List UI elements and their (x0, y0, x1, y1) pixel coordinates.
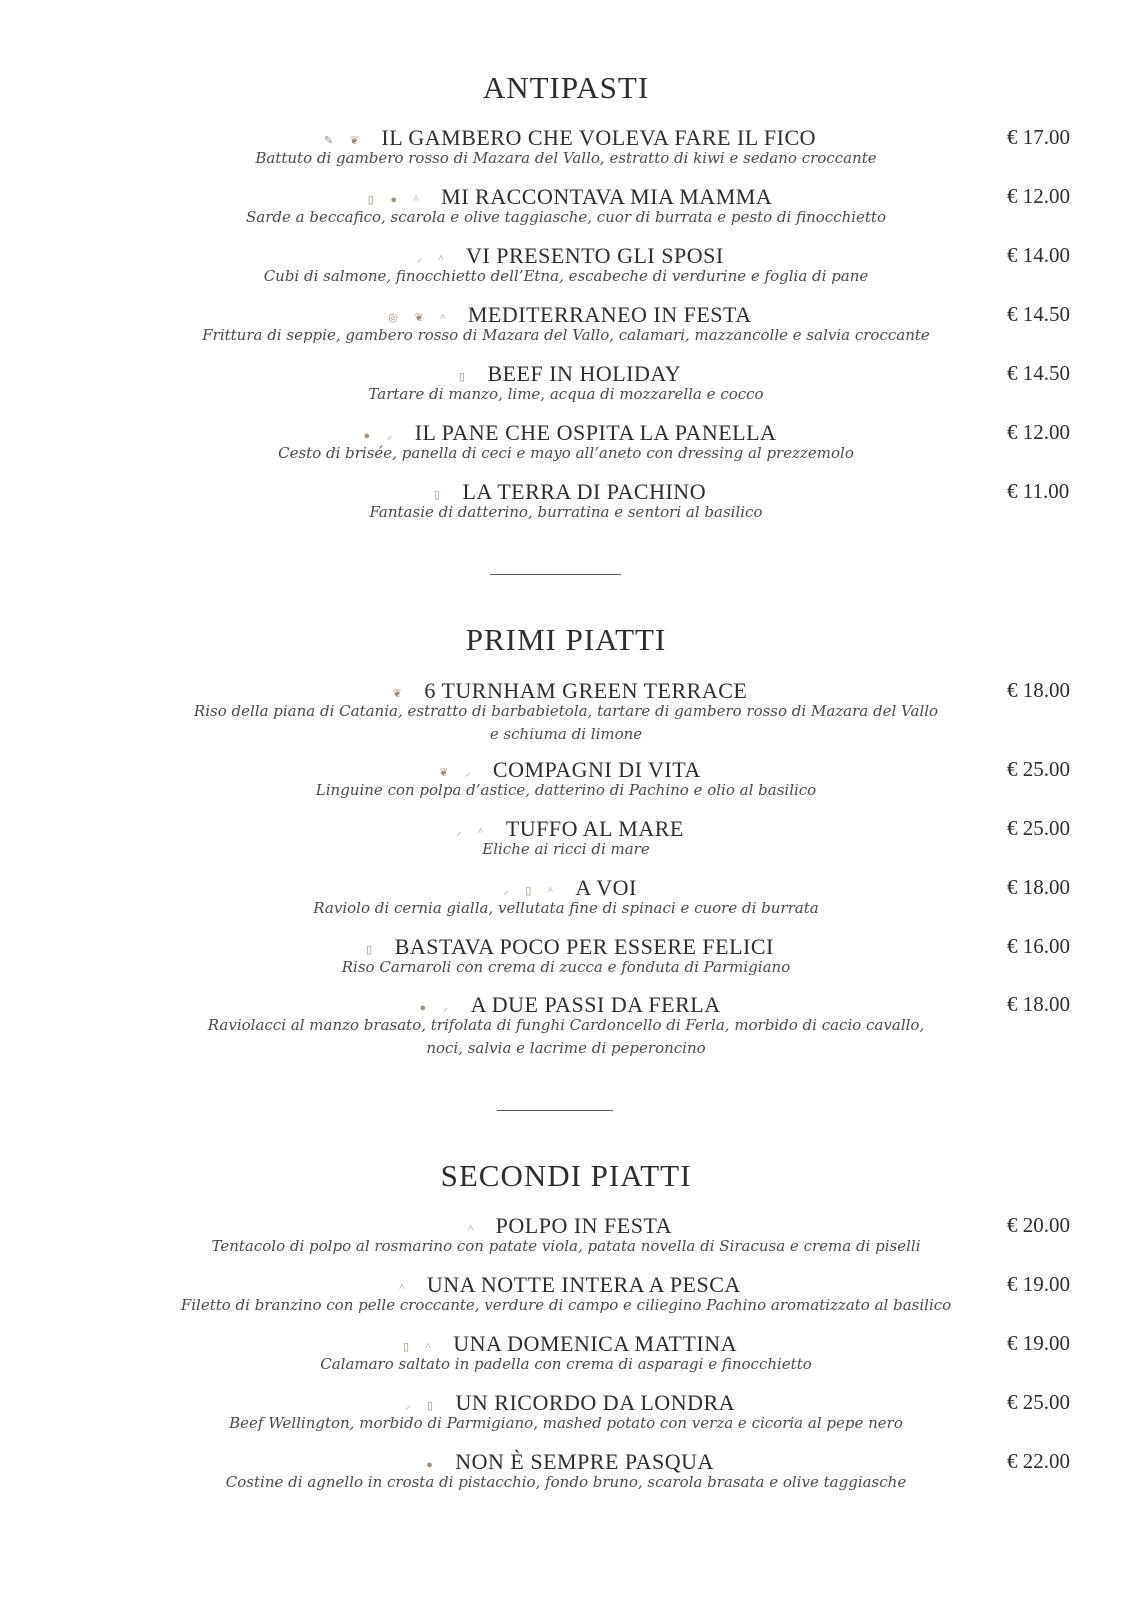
dish-description (0, 779, 1132, 802)
description-line: Battuto di gambero rosso di Mazara del Vallo, estratto di kiwi e sedano croccante (255, 149, 877, 167)
description-line: Riso Carnaroli con crema di zucca e fonduta di Parmigiano (341, 958, 791, 976)
dish-price: € 25.00 (1007, 1390, 1070, 1414)
dish-price: € 22.00 (1007, 1449, 1070, 1473)
dish-description (0, 1235, 1132, 1258)
gluten-icon: ⸝ (442, 1002, 449, 1014)
dish-price: € 17.00 (1007, 125, 1070, 149)
dish-price: € 18.00 (1007, 875, 1070, 899)
dish-name: NON È SEMPRE PASQUA (455, 1449, 714, 1474)
nut-icon: ● (419, 1002, 427, 1014)
shrimp-icon: ❦ (414, 312, 425, 324)
dish-name: POLPO IN FESTA (495, 1213, 673, 1238)
description-line: Tartare di manzo, lime, acqua di mozzarella e cocco (368, 385, 764, 403)
dish-name: MI RACCONTAVA MIA MAMMA (441, 184, 773, 209)
dish-name: 6 TURNHAM GREEN TERRACE (424, 678, 748, 703)
description-line: e schiuma di limone (489, 725, 643, 743)
section-divider (490, 574, 621, 575)
dish-description (0, 383, 1132, 406)
dish-name: BEEF IN HOLIDAY (487, 361, 682, 386)
dish-price: € 20.00 (1007, 1213, 1070, 1237)
dish-price: € 16.00 (1007, 934, 1070, 958)
fish-icon: ^ (399, 1282, 405, 1294)
section-title: SECONDI PIATTI (440, 1158, 692, 1193)
nut-icon: ● (426, 1459, 434, 1471)
dish-price: € 14.50 (1007, 361, 1070, 385)
section-divider (497, 1110, 613, 1111)
milk-icon: ▯ (458, 371, 466, 383)
dish-price: € 12.00 (1007, 420, 1070, 444)
description-line: Filetto di branzino con pelle croccante, verdure di campo e ciliegino Pachino aromatizzato al basilico (180, 1296, 952, 1314)
dish-description (0, 1294, 1132, 1317)
dish-price: € 19.00 (1007, 1331, 1070, 1355)
dish-description (0, 1014, 1132, 1060)
dish-name: COMPAGNI DI VITA (492, 757, 701, 782)
description-line: Linguine con polpa d’astice, datterino di Pachino e olio al basilico (315, 781, 817, 799)
dish-description (0, 442, 1132, 465)
description-line: Cubi di salmone, finocchietto dell’Etna, escabeche di verdurine e foglia di pane (263, 267, 869, 285)
description-line: Costine di agnello in crosta di pistacchio, fondo bruno, scarola brasata e olive taggiasche (225, 1473, 907, 1491)
dish-price: € 18.00 (1007, 678, 1070, 702)
dish-description (0, 897, 1132, 920)
description-line: Sarde a beccafico, scarola e olive taggiasche, cuor di burrata e pesto di finocchietto (246, 208, 886, 226)
dish-description (0, 1353, 1132, 1376)
description-line: Calamaro saltato in padella con crema di asparagi e finocchietto (320, 1355, 812, 1373)
milk-icon: ▯ (525, 885, 532, 897)
gluten-icon: ⸝ (503, 885, 510, 897)
dish-description (0, 956, 1132, 979)
description-line: Tentacolo di polpo al rosmarino con patate viola, patata novella di Siracusa e crema di piselli (211, 1237, 921, 1255)
mustard-icon: ✎ (323, 135, 334, 147)
dish-name: BASTAVA POCO PER ESSERE FELICI (394, 934, 774, 959)
fish-icon: ^ (438, 253, 445, 265)
dish-price: € 19.00 (1007, 1272, 1070, 1296)
drop-icon: ● (363, 430, 371, 442)
dish-name: TUFFO AL MARE (505, 816, 684, 841)
milk-icon: ▯ (402, 1341, 410, 1353)
dish-price: € 11.00 (1007, 479, 1070, 503)
gluten-icon: ⸝ (404, 1400, 411, 1412)
dish-description (0, 147, 1132, 170)
dish-name: IL PANE CHE OSPITA LA PANELLA (414, 420, 777, 445)
description-line: Cesto di brisée, panella di ceci e mayo all’aneto con dressing al prezzemolo (278, 444, 854, 462)
fish-icon: ^ (413, 194, 420, 206)
dish-price: € 12.00 (1007, 184, 1070, 208)
milk-icon: ▯ (367, 194, 375, 206)
description-line: noci, salvia e lacrime di peperoncino (426, 1039, 706, 1057)
section-title: PRIMI PIATTI (465, 622, 667, 657)
dish-name: A DUE PASSI DA FERLA (470, 992, 721, 1017)
shrimp-icon: ❦ (439, 767, 449, 779)
description-line: Beef Wellington, morbido di Parmigiano, mashed potato con verza e cicoria al pepe nero (229, 1414, 903, 1432)
dish-description (0, 1471, 1132, 1494)
description-line: Raviolo di cernia gialla, vellutata fine di spinaci e cuore di burrata (313, 899, 819, 917)
section-title: ANTIPASTI (482, 70, 650, 105)
dish-name: MEDITERRANEO IN FESTA (467, 302, 752, 327)
milk-icon: ▯ (426, 1400, 434, 1412)
dish-description (0, 1412, 1132, 1435)
dish-price: € 14.00 (1007, 243, 1070, 267)
mollusc-icon: ◎ (388, 312, 399, 324)
dish-price: € 25.00 (1007, 757, 1070, 781)
milk-icon: ▯ (366, 944, 373, 956)
dish-description (0, 838, 1132, 861)
milk-icon: ▯ (433, 489, 441, 501)
shrimp-icon: ❦ (349, 135, 360, 147)
dish-price: € 14.50 (1007, 302, 1070, 326)
description-line: Raviolacci al manzo brasato, trifolata di funghi Cardoncello di Ferla, morbido di cacio cavallo, (207, 1016, 925, 1034)
gluten-icon: ⸝ (416, 253, 423, 265)
dish-description (0, 324, 1132, 347)
dish-description (0, 700, 1132, 746)
shrimp-icon: ❦ (392, 688, 403, 700)
gluten-icon: ⸝ (386, 430, 393, 442)
dish-price: € 18.00 (1007, 992, 1070, 1016)
dish-name: IL GAMBERO CHE VOLEVA FARE IL FICO (381, 125, 817, 150)
dish-name: UNA DOMENICA MATTINA (453, 1331, 737, 1356)
dish-name: LA TERRA DI PACHINO (462, 479, 707, 504)
gluten-icon: ⸝ (456, 826, 463, 838)
dish-name: VI PRESENTO GLI SPOSI (466, 243, 724, 268)
description-line: Eliche ai ricci di mare (482, 840, 650, 858)
dish-name: A VOI (575, 875, 637, 900)
fish-icon: ^ (478, 826, 484, 838)
dish-description (0, 206, 1132, 229)
egg-icon: ● (390, 194, 398, 206)
dish-name: UN RICORDO DA LONDRA (455, 1390, 736, 1415)
dish-description (0, 501, 1132, 524)
fish-icon: ^ (425, 1341, 432, 1353)
dish-name: UNA NOTTE INTERA A PESCA (426, 1272, 741, 1297)
fish-icon: ^ (440, 312, 446, 324)
dish-description (0, 265, 1132, 288)
description-line: Riso della piana di Catania, estratto di barbabietola, tartare di gambero rosso di Mazara del Vallo (193, 702, 939, 720)
description-line: Frittura di seppie, gambero rosso di Mazara del Vallo, calamari, mazzancolle e salvia croccante (202, 326, 930, 344)
fish-icon: ^ (467, 1223, 474, 1235)
description-line: Fantasie di datterino, burratina e sentori al basilico (369, 503, 763, 521)
dish-price: € 25.00 (1007, 816, 1070, 840)
fish-icon: ^ (547, 885, 554, 897)
gluten-icon: ⸝ (464, 767, 471, 779)
